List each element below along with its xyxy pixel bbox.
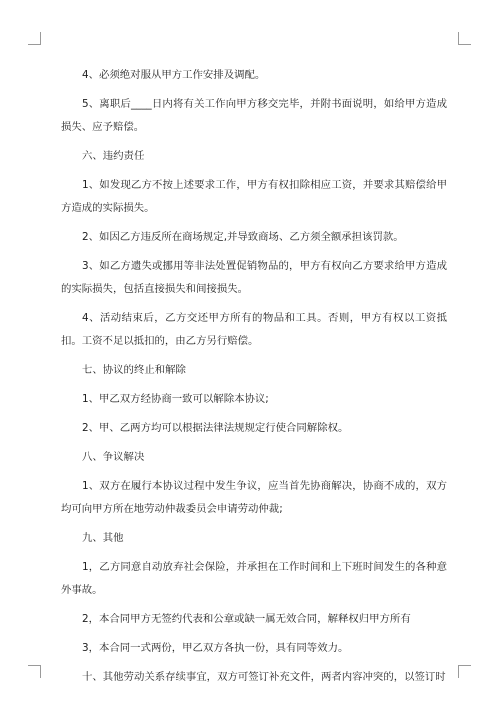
- page-corner-mark-bottom-right: [458, 665, 471, 678]
- termination-clause-1: 1、甲乙双方经协商一致可以解除本协议;: [82, 393, 269, 405]
- clause-4-obey-arrangement: 4、必须绝对服从甲方工作安排及调配。: [82, 69, 266, 81]
- termination-clause-2: 2、甲、乙两方均可以根据法律法规规定行使合同解除权。: [82, 422, 349, 434]
- section-10-other-labor-matters: 十、其他劳动关系存续事宜，双方可签订补充文件，两者内容冲突的，以签订时: [82, 671, 446, 683]
- section-heading-dispute-resolution: 八、争议解决: [82, 451, 145, 463]
- other-clause-2: 2，本合同甲方无签约代表和公章或缺一属无效合同，解释权归甲方所有: [82, 613, 411, 625]
- clause-5-resignation-handover: 5、离职后____日内将有关工作向甲方移交完毕，并附书面说明，如给甲方造成损失、应予赔偿。: [61, 98, 447, 133]
- breach-clause-3: 3、如乙方遗失或挪用等非法处置促销物品的，甲方有权向乙方要求给甲方造成的实际损失，包括直接损失和间接损失。: [61, 260, 447, 295]
- document-body: [61, 64, 447, 695]
- other-clause-1: 1，乙方同意自动放弃社会保险，并承担在工作时间和上下班时间发生的各种意外事故。: [61, 561, 447, 596]
- breach-clause-2: 2、如因乙方违反所在商场规定,并导致商场、乙方须全额承担该罚款。: [82, 231, 404, 243]
- other-clause-3: 3，本合同一式两份，甲乙双方各执一份，具有同等效力。: [82, 642, 349, 654]
- section-heading-other: 九、其他: [82, 532, 124, 544]
- page-corner-mark-bottom-left: [28, 665, 41, 678]
- dispute-clause-1: 1、双方在履行本协议过程中发生争议，应当首先协商解决，协商不成的，双方均可向甲方所在地劳动仲裁委员会申请劳动仲裁;: [61, 480, 447, 515]
- breach-clause-1: 1、如发现乙方不按上述要求工作，甲方有权扣除相应工资，并要求其赔偿给甲方造成的实际损失。: [61, 179, 447, 214]
- breach-clause-4: 4、活动结束后，乙方交还甲方所有的物品和工具。否则，甲方有权以工资抵扣。工资不足以抵扣的，由乙方另行赔偿。: [61, 312, 447, 347]
- page-corner-mark-top-left: [28, 32, 41, 45]
- section-heading-termination: 七、协议的终止和解除: [82, 364, 186, 376]
- section-heading-breach-liability: 六、违约责任: [82, 150, 145, 162]
- page-corner-mark-top-right: [458, 32, 471, 45]
